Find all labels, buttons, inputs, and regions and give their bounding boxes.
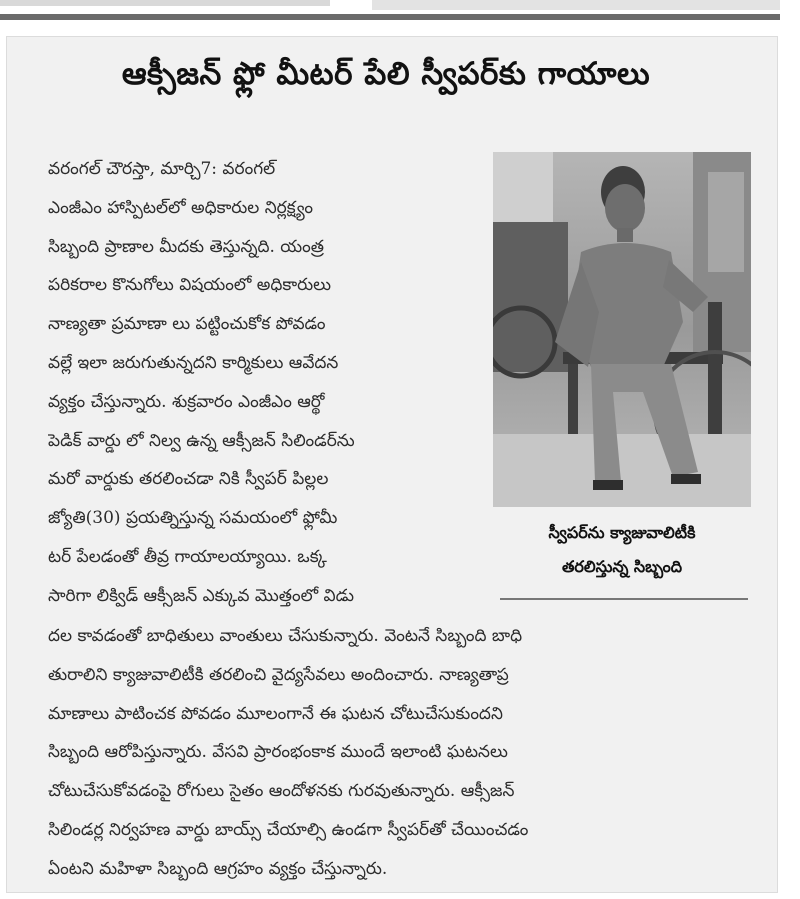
caption-line: తరలిస్తున్న సిబ్బంది [561, 557, 683, 576]
article-line: పెడిక్ వార్డు లో నిల్వ ఉన్న ఆక్సీజన్ సిలిండర్‌ను [48, 430, 355, 451]
article-line: టర్ పేలడంతో తీవ్ర గాయాలయ్యాయి. ఒక్క [48, 546, 327, 567]
article-line: వల్లే ఇలా జరుగుతున్నదని కార్మికులు ఆవేదన [48, 352, 339, 373]
article-line: దల కావడంతో బాధితులు వాంతులు చేసుకున్నారు. వెంటనే సిబ్బంది బాధి [48, 626, 523, 646]
article-line: జ్యోతి(30) ప్రయత్నిస్తున్న సమయంలో ఫ్లోమీ [48, 508, 338, 529]
photo-illustration [493, 152, 751, 507]
photo-caption [496, 516, 748, 584]
article-line: ఏంటని మహిళా సిబ్బంది ఆగ్రహం వ్యక్తం చేస్తున్నారు. [48, 858, 388, 879]
article-line: వరంగల్ చౌరస్తా, మార్చి7: వరంగల్ [48, 159, 276, 179]
headline: ఆక్సీజన్ ఫ్లో మీటర్ పేలి స్వీపర్‌కు గాయాలు [121, 56, 651, 92]
section-divider [0, 14, 780, 20]
article-line: ఎంజీఎం హాస్పిటల్‌లో అధికారుల నిర్లక్ష్యం [48, 197, 314, 218]
article-body-bottom [48, 617, 768, 889]
caption-line: స్వీపర్‌ను క్యాజువాలిటీకి [548, 523, 696, 542]
article-line: మరో వార్డుకు తరలించడా నికి స్వీపర్ పిల్లల [48, 469, 329, 490]
article-line: పరికరాల కొనుగోలు విషయంలో అధికారులు [48, 275, 332, 296]
article-line: మాణాలు పాటించక పోవడం మూలంగానే ఈ ఘటన చోటుచేసుకుందని [48, 703, 503, 724]
previous-clip-edge-left [0, 0, 330, 6]
top-strip [0, 0, 800, 22]
article-line: చోటుచేసుకోవడంపై రోగులు సైతం ఆందోళనకు గురవుతున్నారు. ఆక్సీజన్ [48, 781, 515, 802]
article-line: సిబ్బంది ఆరోపిస్తున్నారు. వేసవి ప్రారంభంకాక ముందే ఇలాంటి ఘటనలు [48, 742, 508, 763]
article-line: నాణ్యతా ప్రమాణా లు పట్టించుకోక పోవడం [48, 314, 326, 335]
previous-clip-edge-right [372, 0, 780, 10]
article-line: సిబ్బంది ప్రాణాల మీదకు తెస్తున్నది. యంత్ర [48, 236, 325, 257]
article-body-top [48, 150, 472, 616]
caption-divider [500, 598, 748, 600]
article-line: వ్యక్తం చేస్తున్నారు. శుక్రవారం ఎంజీఎం ఆర్థో [48, 391, 325, 412]
news-photo [493, 152, 751, 507]
article-line: సారిగా లిక్విడ్ ఆక్సీజన్ ఎక్కువ మొత్తంలో విడు [48, 585, 355, 606]
article-line: సిలిండర్ల నిర్వహణ వార్డు బాయ్స్ చేయాల్సి ఉండగా స్వీపర్‌తో చేయించడం [48, 819, 529, 840]
article-line: తురాలిని క్యాజువాలిటీకి తరలించి వైద్యసేవలు అందించారు. నాణ్యతాప్ర [48, 664, 509, 685]
